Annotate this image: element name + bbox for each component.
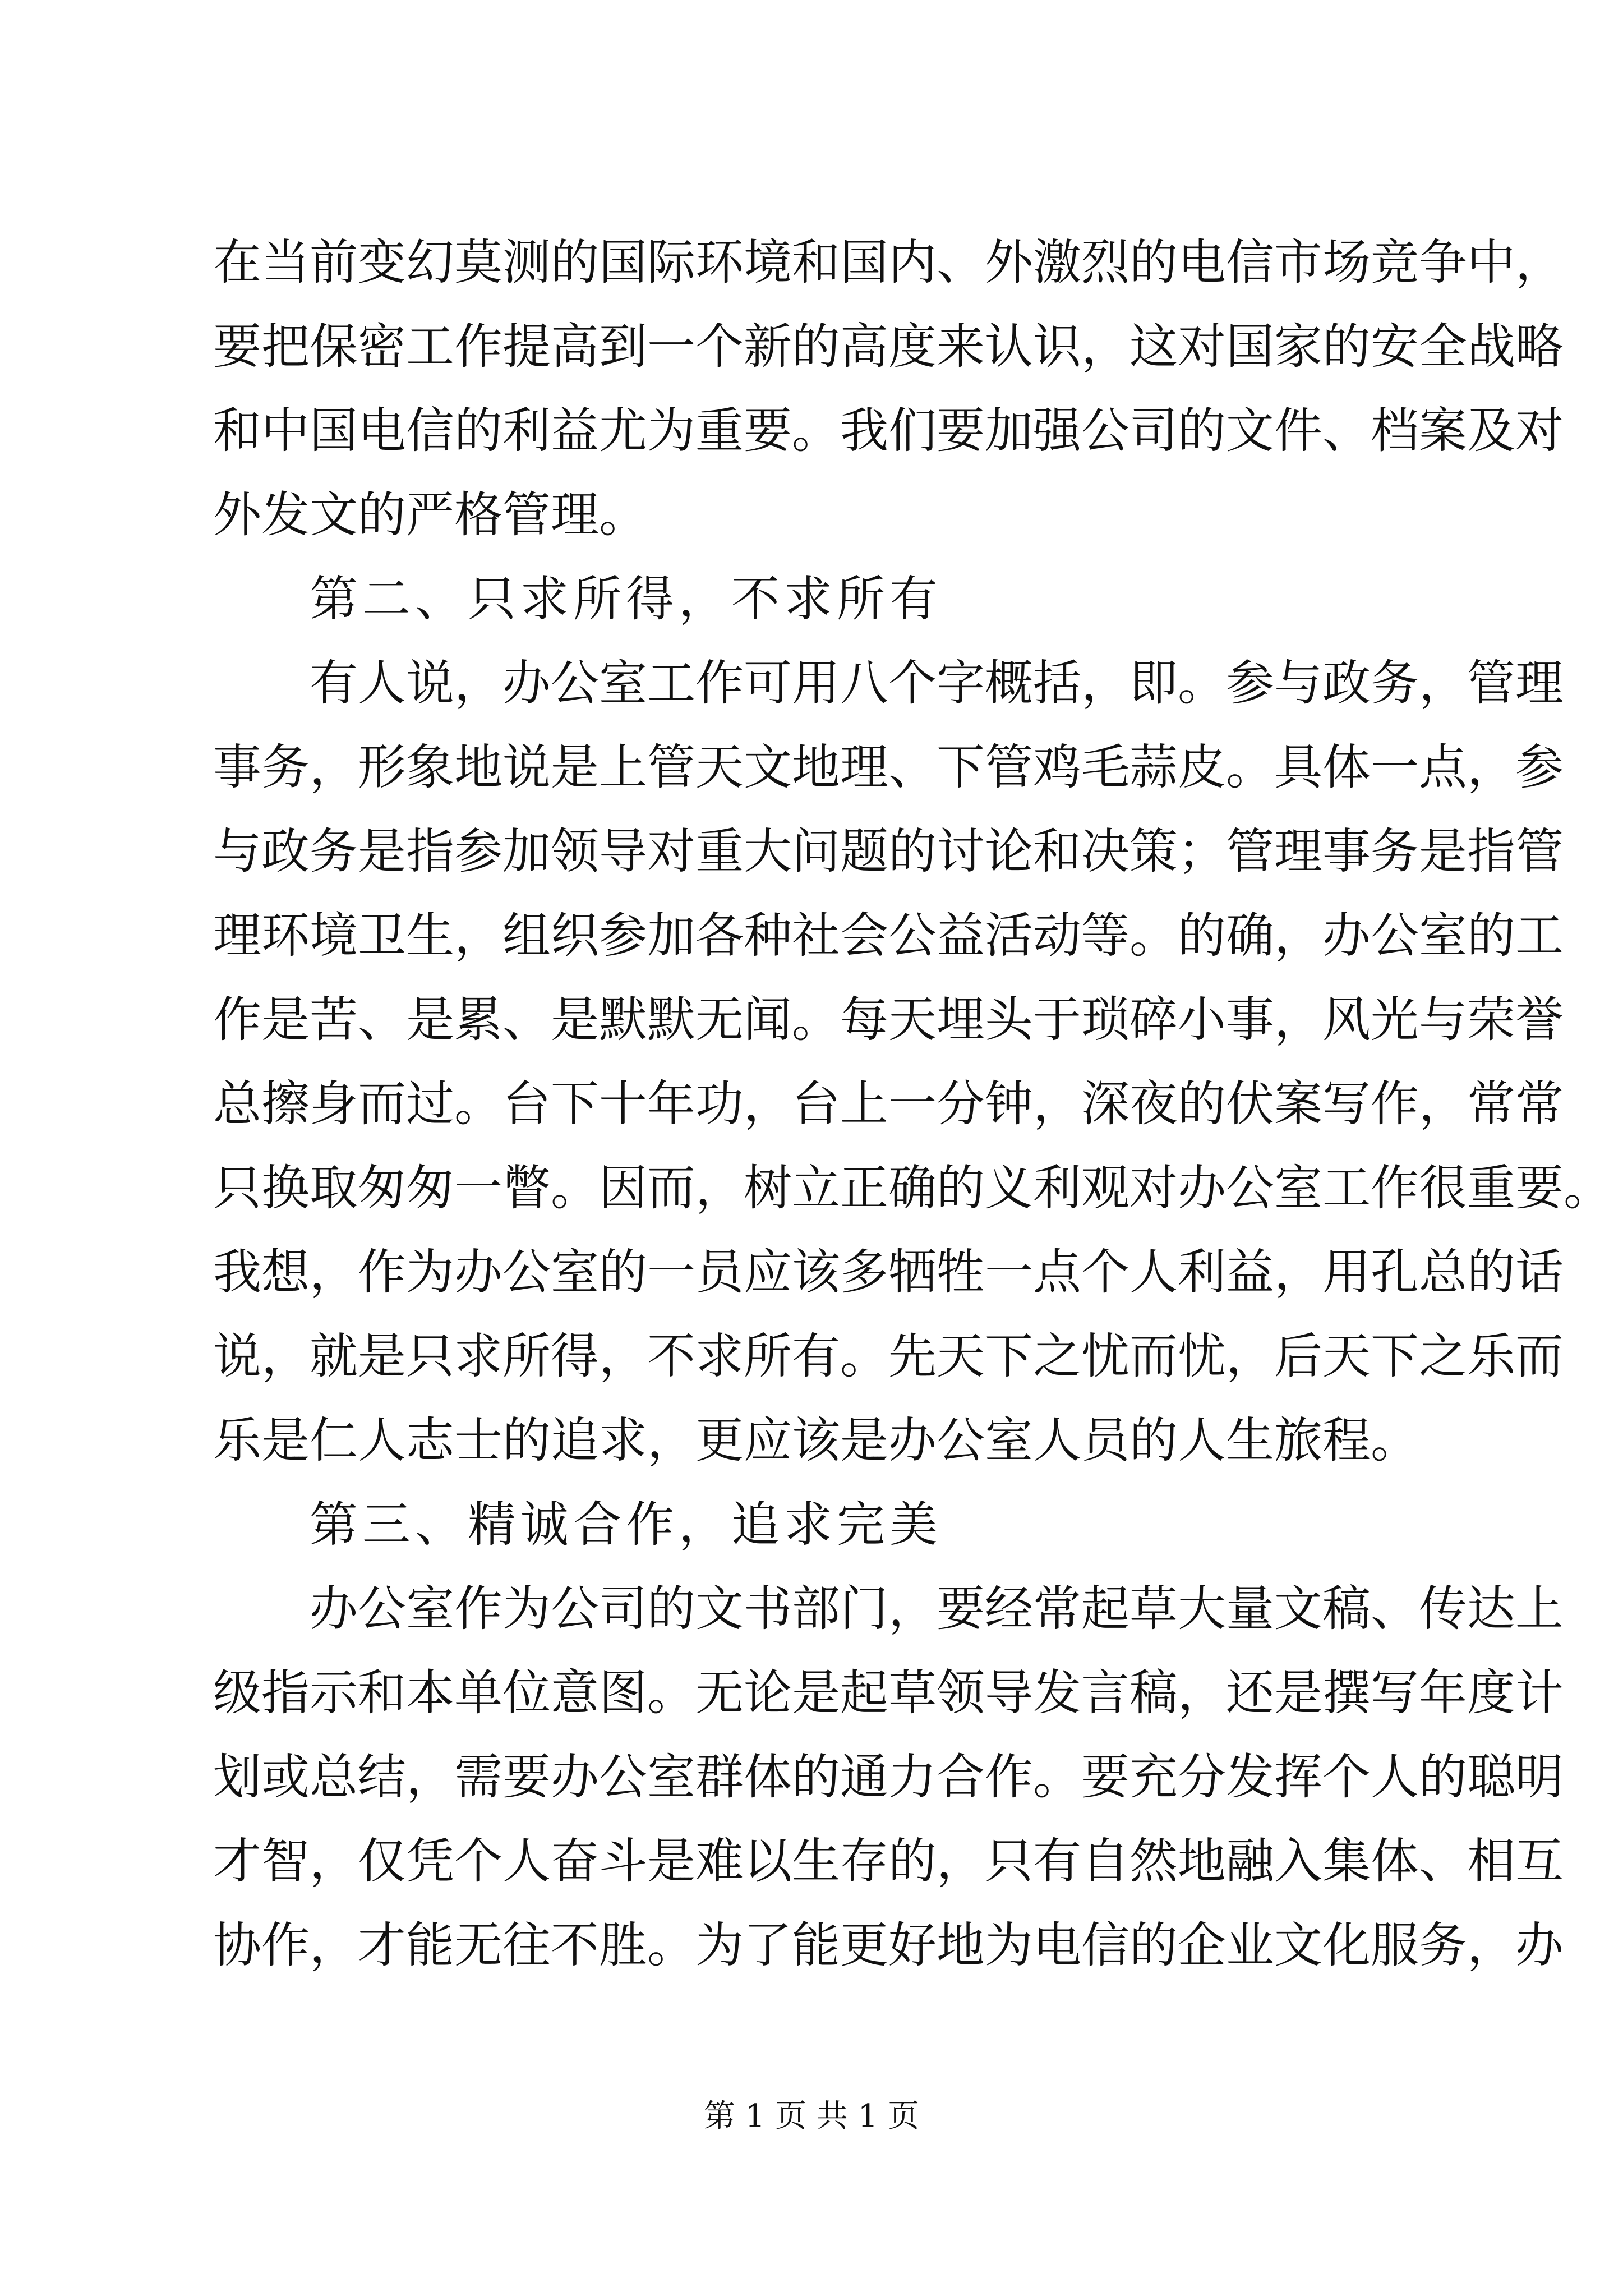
body-text-line: 要把保密工作提高到一个新的高度来认识，这对国家的安全战略 [213, 319, 1564, 375]
body-text-line: 理环境卫生，组织参加各种社会公益活动等。的确，办公室的工 [213, 908, 1564, 964]
body-text-line: 外发文的严格管理。 [213, 487, 647, 543]
body-text-line: 才智，仅凭个人奋斗是难以生存的，只有自然地融入集体、相互 [213, 1833, 1564, 1889]
body-text-line: 在当前变幻莫测的国际环境和国内、外激烈的电信市场竞争中， [213, 234, 1564, 291]
body-text-line: 总擦身而过。台下十年功，台上一分钟，深夜的伏案写作，常常 [213, 1076, 1564, 1132]
body-text-line: 我想，作为办公室的一员应该多牺牲一点个人利益，用孔总的话 [213, 1244, 1564, 1300]
body-text-line: 级指示和本单位意图。无论是起草领导发言稿，还是撰写年度计 [213, 1665, 1564, 1721]
body-text-line: 协作，才能无往不胜。为了能更好地为电信的企业文化服务，办 [213, 1917, 1564, 1973]
section-heading: 第二、只求所得，不求所有 [310, 571, 942, 627]
body-text-line: 说，就是只求所得，不求所有。先天下之忧而忧，后天下之乐而 [213, 1328, 1564, 1384]
body-text-line: 和中国电信的利益尤为重要。我们要加强公司的文件、档案及对 [213, 403, 1564, 459]
body-text-line: 只换取匆匆一瞥。因而，树立正确的义利观对办公室工作很重要。 [213, 1160, 1612, 1216]
page-number-footer: 第 1 页 共 1 页 [703, 2098, 920, 2134]
body-text-line: 有人说，办公室工作可用八个字概括，即。参与政务，管理 [310, 655, 1564, 711]
body-text-line: 乐是仁人志士的追求，更应该是办公室人员的人生旅程。 [213, 1412, 1419, 1469]
body-text-line: 事务，形象地说是上管天文地理、下管鸡毛蒜皮。具体一点，参 [213, 739, 1564, 795]
body-text-line: 作是苦、是累、是默默无闻。每天埋头于琐碎小事，风光与荣誉 [213, 992, 1564, 1048]
body-text-line: 与政务是指参加领导对重大问题的讨论和决策；管理事务是指管 [213, 823, 1564, 880]
body-text-line: 办公室作为公司的文书部门，要经常起草大量文稿、传达上 [310, 1581, 1564, 1637]
section-heading: 第三、精诚合作，追求完美 [310, 1497, 942, 1553]
body-text-line: 划或总结，需要办公室群体的通力合作。要充分发挥个人的聪明 [213, 1749, 1564, 1805]
